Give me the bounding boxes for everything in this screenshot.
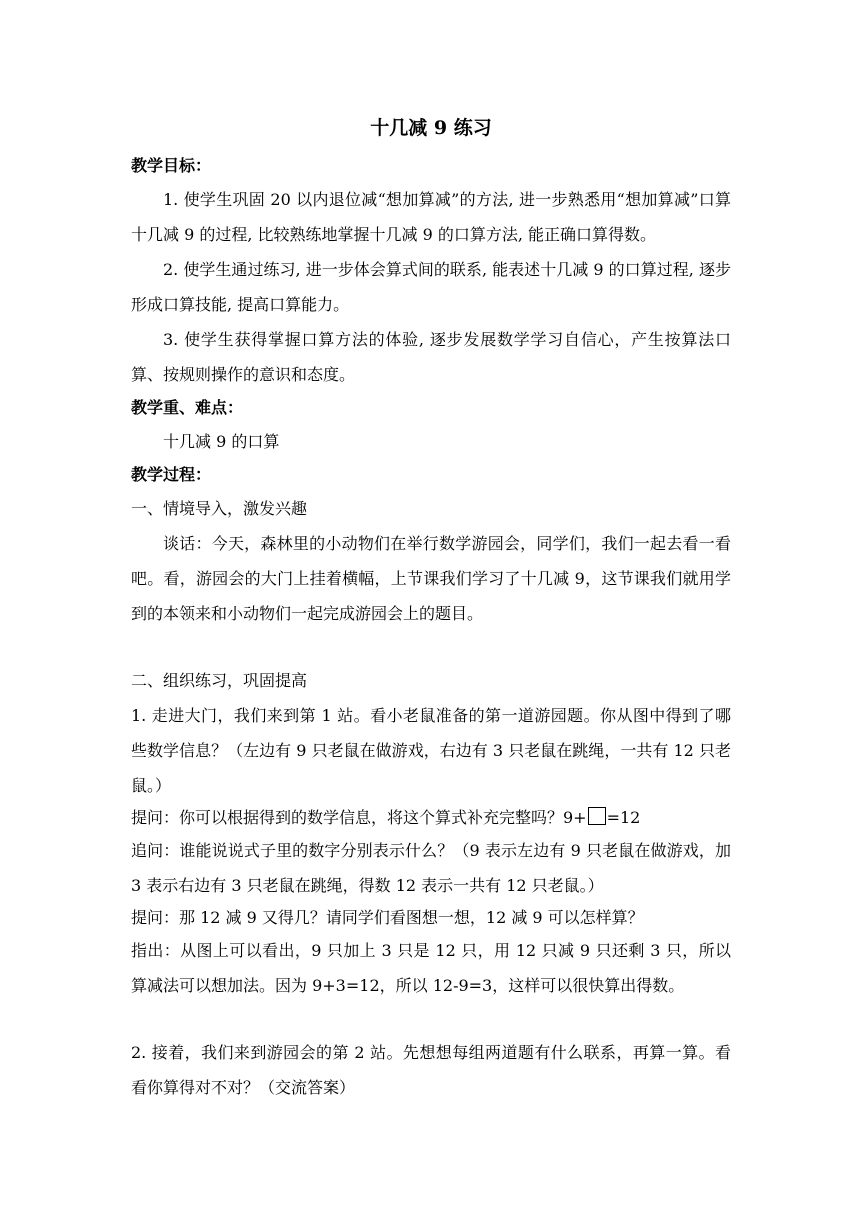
question-prefix: 提问：你可以根据得到的数学信息，将这个算式补充完整吗？9+ bbox=[131, 808, 587, 827]
process-heading: 教学过程： bbox=[131, 465, 212, 484]
goal-item-1: 1. 使学生巩固 20 以内退位减“想加算减”的方法, 进一步熟悉用“想加算减”口算十几减 9 的过程, 比较熟练地掌握十几减 9 的口算方法, 能正确口算得数。 bbox=[131, 190, 731, 244]
document-body bbox=[131, 112, 731, 1105]
section-1-title: 一、情境导入，激发兴趣 bbox=[131, 499, 308, 518]
spacer bbox=[131, 631, 731, 663]
answer-box bbox=[588, 807, 606, 825]
spacer bbox=[131, 1003, 731, 1035]
section-2-question-2: 提问：那 12 减 9 又得几？请同学们看图想一想，12 减 9 可以怎样算？ bbox=[131, 908, 644, 927]
goal-item-3: 3. 使学生获得掌握口算方法的体验, 逐步发展数学学习自信心，产生按算法口算、按规则操作的意识和态度。 bbox=[131, 330, 731, 384]
question-suffix: =12 bbox=[606, 808, 641, 827]
section-2-question bbox=[131, 803, 731, 833]
goals-heading: 教学目标： bbox=[131, 156, 212, 175]
section-2-item-1: 1. 走进大门，我们来到第 1 站。看小老鼠准备的第一道游园题。你从图中得到了哪些数学信息？（左边有 9 只老鼠在做游戏，右边有 3 只老鼠在跳绳，一共有 12 只老鼠。） bbox=[131, 706, 731, 795]
key-point: 十几减 9 的口算 bbox=[163, 432, 280, 451]
key-heading: 教学重、难点： bbox=[131, 398, 244, 417]
section-2-title: 二、组织练习，巩固提高 bbox=[131, 671, 308, 690]
page-title: 十几减 9 练习 bbox=[370, 117, 492, 139]
section-1-text: 谈话：今天，森林里的小动物们在举行数学游园会，同学们，我们一起去看一看吧。看，游园会的大门上挂着横幅，上节课我们学习了十几减 9，这节课我们就用学到的本领来和小动物们一起完成游园会上的题目。 bbox=[131, 534, 731, 623]
section-2-item-2: 2. 接着，我们来到游园会的第 2 站。先想想每组两道题有什么联系，再算一算。看看你算得对不对？（交流答案） bbox=[131, 1043, 731, 1097]
section-2-point-out: 指出：从图上可以看出，9 只加上 3 只是 12 只，用 12 只减 9 只还剩 3 只，所以算减法可以想加法。因为 9+3=12，所以 12-9=3，这样可以很快算出得数。 bbox=[131, 941, 731, 995]
goal-item-2: 2. 使学生通过练习, 进一步体会算式间的联系, 能表述十几减 9 的口算过程, 逐步形成口算技能, 提高口算能力。 bbox=[131, 260, 731, 314]
section-2-followup: 追问：谁能说说式子里的数字分别表示什么？（9 表示左边有 9 只老鼠在做游戏，加 3 表示右边有 3 只老鼠在跳绳，得数 12 表示一共有 12 只老鼠。） bbox=[131, 841, 731, 895]
